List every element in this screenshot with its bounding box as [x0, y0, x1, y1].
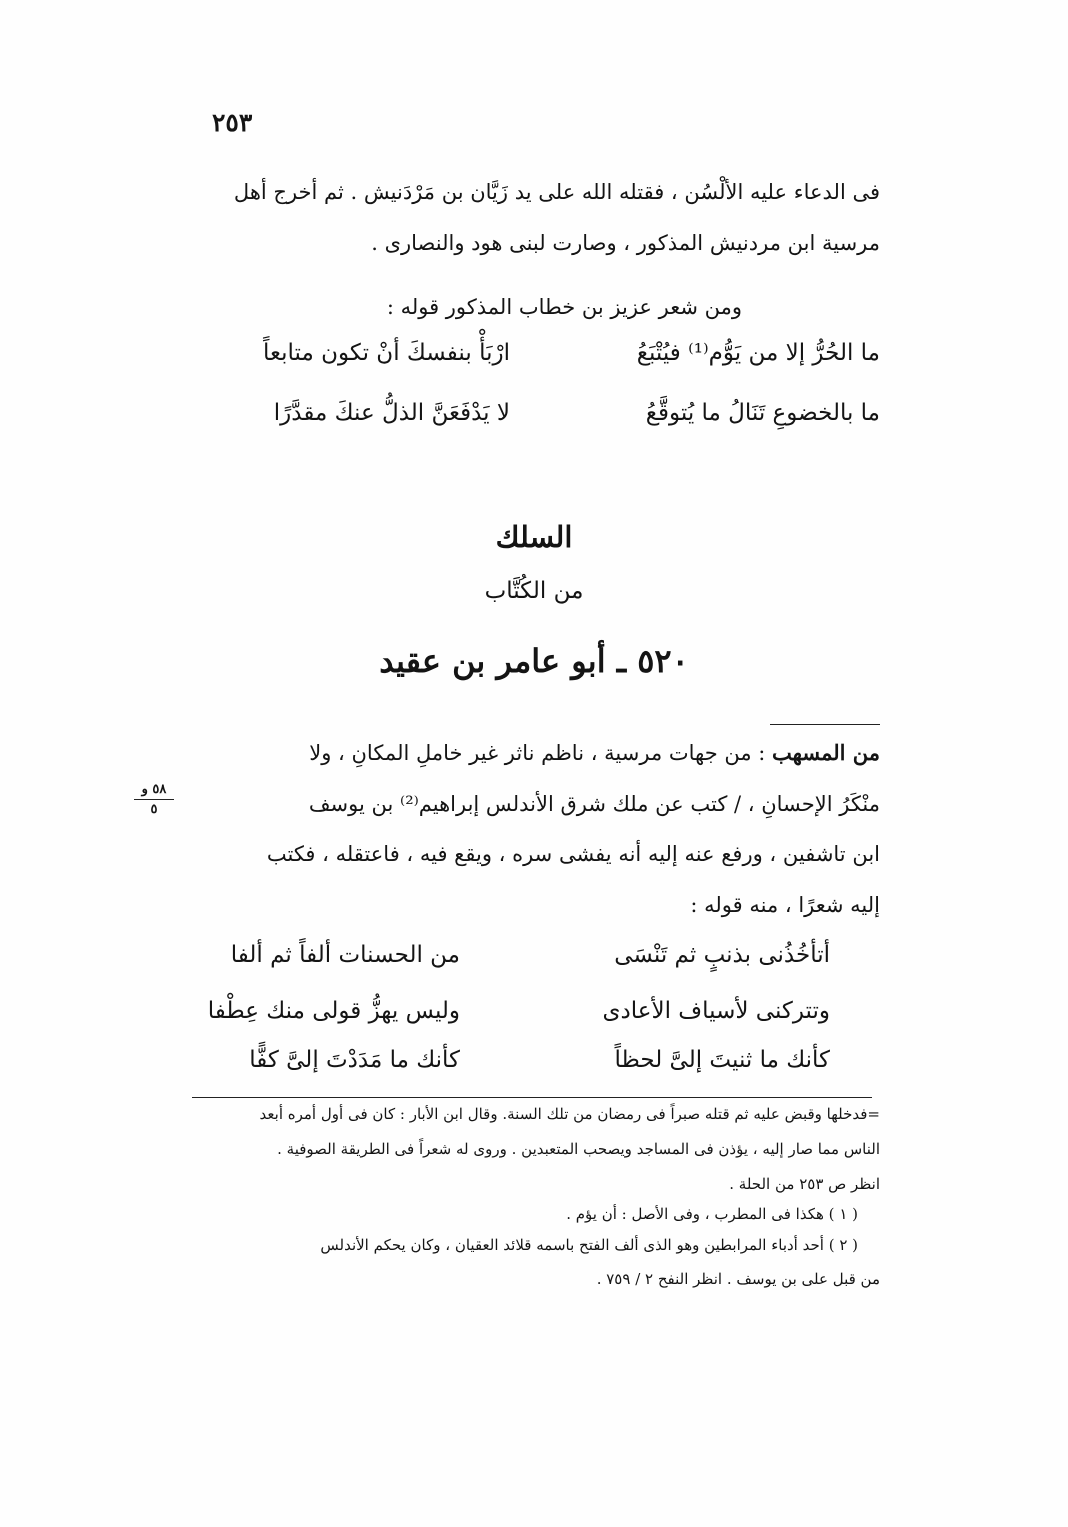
subsection-heading: من الكُتَّاب: [484, 578, 584, 604]
entry-heading: ٥٢٠ ـ أبو عامر بن عقيد: [379, 642, 689, 680]
bio-line-2: منْكَرُ الإحسانِ ، / كتب عن ملك شرق الأندلس إبراهيم⁽²⁾ بن يوسف: [308, 792, 880, 816]
verse-hemistich: وليس يهزُّ قولى منك عِطْفا: [207, 998, 460, 1024]
folio-top: ٥٨ و: [141, 782, 167, 797]
footnote-continuation: انظر ص ٢٥٣ من الحلة .: [729, 1175, 880, 1193]
source-overline: [770, 724, 880, 725]
footnote-continuation: =فدخلها وقبض عليه ثم قتله صبراً فى رمضان من تلك السنة. وقال ابن الأبار : كان فى أول أمره أبعد: [259, 1105, 880, 1123]
verse-hemistich: كأنك ما مَدَدْتَ إلىَّ كفًّا: [249, 1047, 460, 1073]
footnote-divider: [192, 1097, 872, 1098]
poem-intro-line: ومن شعر عزيز بن خطاب المذكور قوله :: [386, 295, 742, 319]
intro-line-2: مرسية ابن مردنيش المذكور ، وصارت لبنى هود والنصارى .: [371, 231, 880, 255]
verse-hemistich: لا يَدْفَعَنَّ الذلُّ عنكَ مقدَّرًا: [273, 400, 510, 426]
verse-hemistich: من الحسنات ألفاً ثم ألفا: [230, 942, 460, 968]
footnote-2: ( ٢ ) أحد أدباء المرابطين وهو الذى ألف الفتح باسمه قلائد العقيان ، وكان يحكم الأندلس: [320, 1236, 858, 1254]
margin-folio-note: [134, 782, 174, 817]
verse-hemistich: ما بالخضوعِ تَنَالُ ما يُتوقَّعُ: [645, 400, 880, 426]
bio-line-1: [309, 740, 880, 765]
bio-text: : من جهات مرسية ، ناظم ناثر غير خاملِ المكانِ ، ولا: [309, 741, 773, 765]
folio-rule: [134, 799, 174, 800]
page-number: ٢٥٣: [212, 108, 253, 137]
bio-line-3: ابن تاشفين ، ورفع عنه إليه أنه يفشى سره ، ويقع فيه ، فاعتقله ، فكتب: [266, 842, 880, 866]
bio-line-4: إليه شعرًا ، منه قوله :: [690, 893, 880, 917]
verse-hemistich: أتأخُذُنى بذنبٍ ثم تَنْسَى: [614, 942, 830, 968]
footnote-continuation: الناس مما صار إليه ، يؤذن فى المساجد ويصحب المتعبدين . وروى له شعراً فى الطريقة الصوفية .: [277, 1140, 880, 1158]
footnote-1: ( ١ ) هكذا فى المطرب ، وفى الأصل : أن يؤم .: [566, 1205, 858, 1223]
verse-hemistich: وتتركنى لأسياف الأعادى: [602, 998, 830, 1024]
intro-line-1: فى الدعاء عليه الألْسُن ، فقتله الله على يد زَيَّان بن مَرْدَنيش . ثم أخرج أهل: [233, 180, 880, 204]
section-heading: السلك: [495, 520, 573, 554]
verse-hemistich: ما الحُرُّ إلا من يَوُّم⁽¹⁾ فيُتْبَعُ: [636, 340, 880, 366]
folio-bottom: ٥: [150, 802, 158, 817]
source-name: من المسهب: [772, 740, 880, 765]
verse-hemistich: ارْبَأْ بنفسكَ أنْ تكون متابعاً: [263, 340, 510, 366]
footnote-2-cont: من قبل على بن يوسف . انظر النفح ٢ / ٧٥٩ .: [596, 1270, 880, 1288]
verse-hemistich: كأنك ما ثنيتَ إلىَّ لحظاً: [614, 1047, 830, 1073]
